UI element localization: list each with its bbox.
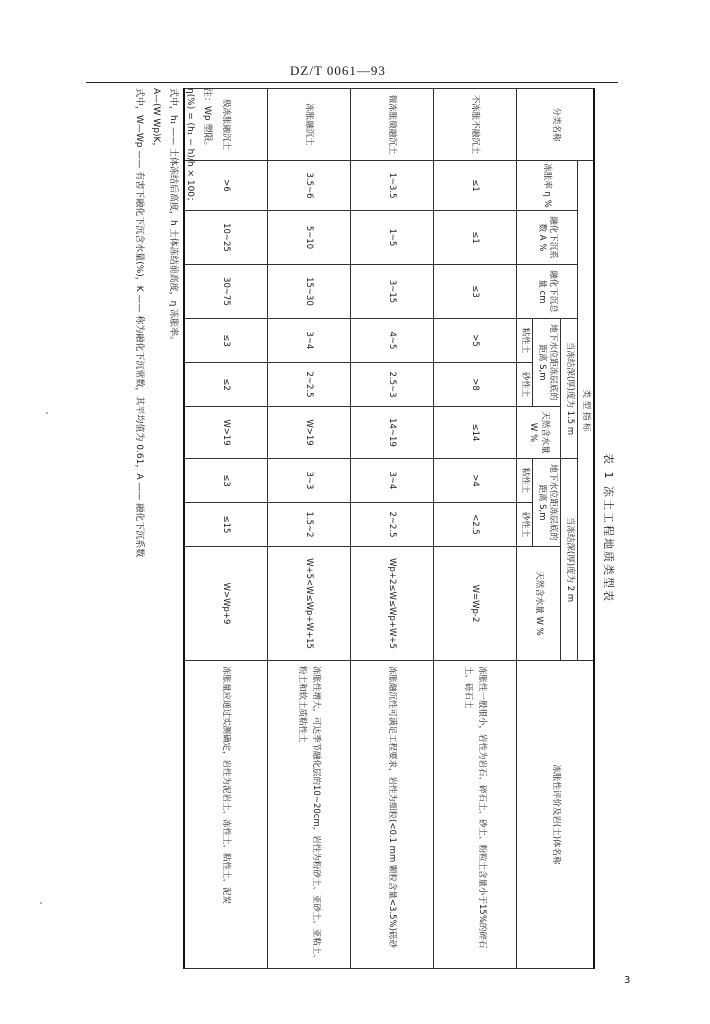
row-clay-2m: 3~3 xyxy=(267,459,350,503)
row-moisture-2m: W=Wp-2 xyxy=(433,547,516,661)
row-moisture-2m: Wp+2≤W≤Wp+W+5 xyxy=(350,547,433,661)
row-thaw-coef: 10~25 xyxy=(184,211,268,265)
col-head-groundwater-2m: 地下水位距冻层底的距离 S,m xyxy=(533,459,561,547)
row-frost-rate: ≤1 xyxy=(433,161,516,211)
rotated-table-block xyxy=(97,88,617,968)
row-moisture-1-5m: 14~19 xyxy=(350,407,433,459)
row-thaw-depth: 30~75 xyxy=(184,265,268,319)
table-row xyxy=(350,89,433,969)
row-sand-2m: <2.5 xyxy=(433,503,516,547)
row-clay-1-5m: >5 xyxy=(433,319,516,363)
row-sand-1-5m: >8 xyxy=(433,363,516,407)
row-clay-1-5m: 4~5 xyxy=(350,319,433,363)
table-notes xyxy=(130,88,215,968)
row-thaw-depth: 15~30 xyxy=(267,265,350,319)
row-frost-rate: 3.5~6 xyxy=(267,161,350,211)
row-frost-rate: 1~3.5 xyxy=(350,161,433,211)
row-sand-2m: 1.5~2 xyxy=(267,503,350,547)
row-moisture-1-5m: W>19 xyxy=(184,407,268,459)
row-moisture-1-5m: ≤14 xyxy=(433,407,516,459)
note-line: A—(W Wp)K， xyxy=(150,88,161,152)
note-line: η(%) = (h₁ − h)/h × 100； xyxy=(184,88,195,207)
col-head-class-name: 分类名称 xyxy=(516,89,594,161)
col-head-group-1-5m: 当冻结深(厚)度为 1.5 m xyxy=(561,319,577,459)
row-clay-1-5m: 3~4 xyxy=(267,319,350,363)
col-head-moisture-2m: 天然含水量 W % xyxy=(516,547,560,661)
row-thaw-coef: 1~5 xyxy=(350,211,433,265)
note-line: 注：Wp 塑限。 xyxy=(202,88,212,151)
table-row xyxy=(433,89,516,969)
row-moisture-1-5m: W>19 xyxy=(267,407,350,459)
col-head-group-2m: 当冻结深(厚)度为 2 m xyxy=(561,459,577,661)
row-clay-2m: 3~4 xyxy=(350,459,433,503)
table-caption: 表 1 冻土工程地质类型表 xyxy=(602,453,615,603)
row-class-name: 微冻胀微融沉土 xyxy=(350,89,433,161)
row-frost-rate: >6 xyxy=(184,161,268,211)
row-sand-1-5m: ≤2 xyxy=(184,363,268,407)
row-thaw-depth: 3~15 xyxy=(350,265,433,319)
row-sand-1-5m: 2~2.5 xyxy=(267,363,350,407)
col-head-desc: 冻胀性评价及岩(土)体名称 xyxy=(516,661,594,969)
col-head-frost-rate: 冻胀率 η % xyxy=(516,161,577,211)
col-head-type-index: 类 型 指 标 xyxy=(577,161,594,661)
note-line: 式中，h₁ —— 土体冻结后高度，h 土体冻结前高度，η 冻胀率。 xyxy=(167,88,178,346)
page-number: 3 xyxy=(624,975,631,986)
row-clay-2m: ≤3 xyxy=(184,459,268,503)
row-desc: 冻胀融沉性可满足工程要求，岩性为细粒(<0.1 mm 颗粒含量<3.5%)砾砂 xyxy=(350,661,433,969)
col-head-thaw-coef: 融化下沉系数 A % xyxy=(516,211,577,265)
col-head-moisture-1-5m: 天然含水量 W % xyxy=(516,407,560,459)
row-class-name: 极冻胀融沉土 xyxy=(184,89,268,161)
col-head-groundwater-1-5m: 地下水位距冻层底的距离 S,m xyxy=(533,319,561,407)
col-head-clay-2m: 粘性土 xyxy=(516,459,532,503)
row-sand-1-5m: 2.5~3 xyxy=(350,363,433,407)
note-line: 式中，W—Wp —— 有害下融化下沉含水量(%)，K —— 称为融化下沉常数，其平均值为 0.61，A —— 融化下沉系数 xyxy=(133,88,144,558)
row-thaw-depth: ≤3 xyxy=(433,265,516,319)
header-rule xyxy=(86,82,618,83)
row-clay-1-5m: ≤3 xyxy=(184,319,268,363)
col-head-clay-1-5m: 粘性土 xyxy=(516,319,532,363)
row-moisture-2m: W>Wp+9 xyxy=(184,547,268,661)
row-class-name: 冻胀融沉土 xyxy=(267,89,350,161)
row-desc: 冻胀量应通过实测确定，岩性为泥岩土、冻性土、粘性土、泥炭 xyxy=(184,661,268,969)
frozen-soil-type-table xyxy=(183,88,595,969)
scan-speck xyxy=(40,902,42,904)
table-row xyxy=(267,89,350,969)
row-thaw-coef: ≤1 xyxy=(433,211,516,265)
row-sand-2m: ≤15 xyxy=(184,503,268,547)
col-head-thaw-depth: 融化下沉总量 cm xyxy=(516,265,577,319)
row-desc: 冻胀性增大，可达季节融化层的10~20cm，岩性为粉砂土、亚砂土、亚粘土、粉土和软土质粘性土 xyxy=(267,661,350,969)
row-thaw-coef: 5~10 xyxy=(267,211,350,265)
scan-speck xyxy=(46,412,48,414)
row-desc: 冻胀性一般很小，岩性为岩石、碎石土、砂土、粉粒土含量小于15%的碎石土、砾石土 xyxy=(433,661,516,969)
col-head-sand-2m: 砂性土 xyxy=(516,503,532,547)
row-moisture-2m: W+5<W≤Wp+W+15 xyxy=(267,547,350,661)
row-class-name: 不冻胀不融沉土 xyxy=(433,89,516,161)
standard-code: DZ/T 0061—93 xyxy=(290,63,386,78)
row-sand-2m: 2~2.5 xyxy=(350,503,433,547)
row-clay-2m: >4 xyxy=(433,459,516,503)
col-head-sand-1-5m: 砂性土 xyxy=(516,363,532,407)
